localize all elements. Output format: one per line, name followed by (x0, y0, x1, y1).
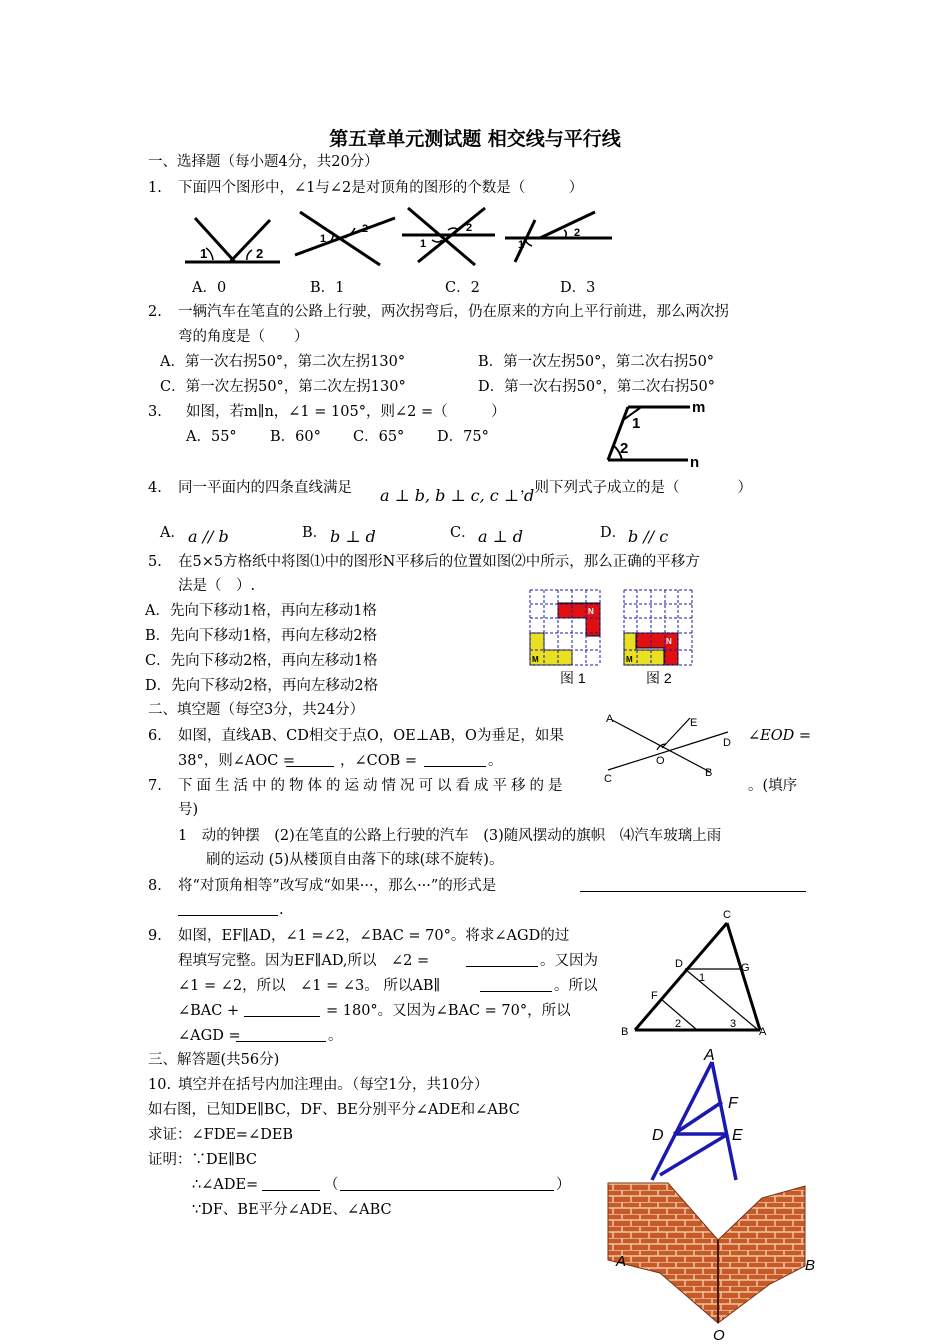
q5-number: 5. (148, 554, 162, 570)
q9-blank-4[interactable] (236, 1026, 326, 1042)
q10-figure (640, 1040, 760, 1180)
q10-proof-1: 证明：∵DE∥BC (148, 1152, 257, 1168)
q10-given: 如右图，已知DE∥BC，DF、BE分别平分∠ADE和∠ABC (148, 1102, 520, 1118)
q10-proof-2: ∴∠ADE= (192, 1177, 259, 1193)
q10-label-d: D (652, 1127, 664, 1144)
q4-formula: a ⊥ b, b ⊥ c, c ⊥ d (380, 486, 535, 505)
q10-blank-reason[interactable] (340, 1175, 554, 1191)
q9-line4-end: = 180°。又因为∠BAC = 70°，所以 (326, 1003, 571, 1019)
q9-line2: 程填写完整。因为EF∥AD,所以 ∠2 = (178, 953, 430, 969)
q3-option-c: C．65° (353, 429, 405, 445)
q3-label-1: 1 (632, 415, 641, 432)
q9-line5-end: 。 (328, 1028, 343, 1044)
q10-label-e: E (732, 1127, 743, 1144)
q1-label-1: 1 (320, 233, 327, 245)
page-title: 第五章单元测试题 相交线与平行线 (329, 128, 621, 150)
q5-fig2-n: N (666, 637, 672, 646)
q5-fig1-caption: 图 1 (560, 670, 586, 686)
q9-line5: ∠AGD = (178, 1028, 241, 1044)
q10-blank-1[interactable] (262, 1175, 320, 1191)
q5-figures (528, 588, 728, 688)
q5-option-c: C．先向下移动2格，再向左移动1格 (145, 653, 378, 669)
q6-label-b: B (705, 767, 713, 779)
q6-blank-cob[interactable] (424, 751, 486, 767)
q8-text: 将“对顶角相等”改写成“如果···，那么···”的形式是 (178, 878, 497, 894)
q1-label-1: 1 (420, 238, 427, 250)
q10-label-a: A (704, 1047, 715, 1064)
q6-figure (600, 710, 740, 785)
q5-fig2-caption: 图 2 (646, 670, 672, 686)
q4-option-b-letter: B． (302, 525, 328, 541)
q7-number: 7. (148, 778, 162, 794)
q3-option-d: D．75° (437, 429, 489, 445)
q6-label-e: E (690, 717, 698, 729)
q9-line4: ∠BAC + (178, 1003, 240, 1019)
q4-option-d-expr: b // c (628, 527, 669, 546)
q9-label-3: 3 (730, 1018, 737, 1030)
q4-number: 4. (148, 480, 162, 496)
q1-figures (180, 200, 620, 270)
q8-end: . (279, 902, 284, 918)
q5-fig2-m: M (626, 655, 633, 664)
q6-label-c: C (604, 773, 612, 785)
q2-line1: 一辆汽车在笔直的公路上行驶，两次拐弯后，仍在原来的方向上平行前进，那么两次拐 (178, 304, 729, 320)
q7-sub2: 刷的运动 (5)从楼顶自由落下的球(球不旋转)。 (206, 852, 504, 868)
q9-line2-end: 。又因为 (540, 953, 598, 969)
wall-label-o: O (713, 1327, 725, 1344)
q10-proof-3: ∵DF、BE平分∠ADE、∠ABC (192, 1202, 392, 1218)
q3-label-2: 2 (620, 440, 629, 457)
q6-end: 。 (488, 753, 503, 769)
brick-wall-figure (600, 1178, 830, 1344)
q3-text: 如图，若m∥n，∠1 = 105°，则∠2 =（ ） (186, 404, 506, 420)
q2-option-b: B．第一次左拐50°，第二次右拐50° (478, 354, 715, 370)
q3-figure (600, 395, 710, 470)
q6-text1: 如图，直线AB、CD相交于点O，OE⊥AB，O为垂足，如果 (178, 728, 564, 744)
q1-option-c: C．2 (445, 280, 480, 296)
q10-number: 10. (148, 1077, 172, 1093)
q7-sub1: 1 动的钟摆 (2)在笔直的公路上行驶的汽车 (3)随风摆动的旗帜 ⑷汽车玻璃上雨 (178, 828, 722, 844)
q4-option-d-letter: D． (600, 525, 627, 541)
q9-label-g: G (741, 962, 750, 974)
q9-label-b: B (621, 1026, 629, 1038)
q2-option-d: D．第一次右拐50°，第二次右拐50° (478, 379, 716, 395)
q6-text2: 38°，则∠AOC = (178, 753, 296, 769)
q6-text3: ，∠COB = (340, 753, 418, 769)
q1-label-1: 1 (518, 239, 525, 251)
q9-line1: 如图，EF∥AD，∠1 =∠2，∠BAC = 70°。将求∠AGD的过 (178, 928, 570, 944)
q9-figure (615, 905, 775, 1040)
q3-option-a: A．55° (186, 429, 237, 445)
q1-option-d: D．3 (560, 280, 596, 296)
q1-option-b: B．1 (310, 280, 345, 296)
q9-label-2: 2 (675, 1018, 682, 1030)
q9-line3: ∠1 = ∠2，所以 ∠1 = ∠3。 所以AB∥ (178, 978, 441, 994)
q9-label-c: C (723, 909, 731, 921)
q7-tail2: 号) (178, 802, 199, 818)
q1-label-2: 2 (466, 222, 473, 234)
section-heading-2: 二、填空题（每空3分，共24分） (148, 702, 365, 718)
q1-label-2: 2 (256, 246, 264, 261)
q4-text: 同一平面内的四条直线满足 (178, 480, 352, 496)
q9-label-a: A (759, 1026, 767, 1038)
wall-label-b: B (805, 1257, 816, 1274)
q10-prove: 求证：∠FDE=∠DEB (148, 1127, 294, 1143)
q10-text: 填空并在括号内加注理由。（每空1分，共10分） (178, 1077, 489, 1093)
q1-text: 下面四个图形中，∠1与∠2是对顶角的图形的个数是（ ） (178, 180, 584, 196)
q4-option-c-letter: C． (450, 525, 476, 541)
q1-label-2: 2 (574, 227, 581, 239)
q3-option-b: B．60° (270, 429, 321, 445)
q4-option-a-letter: A． (160, 525, 185, 541)
q9-blank-3[interactable] (244, 1001, 320, 1017)
q1-option-a: A．0 (192, 280, 227, 296)
q9-blank-1[interactable] (466, 951, 538, 967)
q3-label-n: n (690, 454, 700, 471)
section-heading-3: 三、解答题(共56分) (148, 1052, 280, 1068)
section-heading-1: 一、选择题（每小题4分，共20分） (148, 154, 379, 170)
q4-option-b-expr: b ⊥ d (330, 527, 376, 546)
q1-number: 1. (148, 180, 162, 196)
q4-option-c-expr: a ⊥ d (478, 527, 523, 546)
q5-line1: 在5×5方格纸中将图⑴中的图形N平移后的位置如图⑵中所示，那么正确的平移方 (178, 554, 700, 570)
q5-option-d: D．先向下移动2格，再向左移动2格 (145, 678, 379, 694)
q7-tail: 。(填序 (748, 778, 798, 794)
q2-option-c: C．第一次左拐50°，第二次左拐130° (160, 379, 406, 395)
q9-number: 9. (148, 928, 162, 944)
q9-label-f: F (651, 990, 658, 1002)
q10-proof-2-open: （ (324, 1177, 339, 1193)
q3-label-m: m (692, 399, 706, 416)
q5-fig1-m: M (532, 655, 539, 664)
q8-blank-2[interactable] (178, 900, 278, 916)
q9-blank-2[interactable] (480, 976, 552, 992)
q4-tail: ，则下列式子成立的是（ ） (520, 480, 752, 496)
q1-label-2: 2 (362, 223, 369, 235)
q8-blank-1[interactable] (580, 876, 806, 892)
q8-number: 8. (148, 878, 162, 894)
q1-label-1: 1 (200, 246, 208, 261)
q5-line2: 法是（ ）. (178, 578, 256, 594)
q2-option-a: A．第一次右拐50°，第二次左拐130° (160, 354, 406, 370)
q5-fig1-n: N (588, 607, 594, 616)
q6-text-right: ∠EOD = (748, 728, 812, 744)
q6-number: 6. (148, 728, 162, 744)
q6-label-d: D (723, 737, 731, 749)
q4-option-a-expr: a // b (188, 527, 229, 546)
q2-number: 2. (148, 304, 162, 320)
q5-option-b: B．先向下移动1格，再向左移动2格 (145, 628, 378, 644)
q3-number: 3. (148, 404, 162, 420)
q6-label-o: O (656, 755, 665, 767)
q9-line3-end: 。所以 (554, 978, 598, 994)
q9-label-d: D (675, 958, 683, 970)
q10-label-f: F (728, 1095, 738, 1112)
q6-blank-aoc[interactable] (286, 751, 334, 767)
q10-proof-2-close: ） (556, 1177, 571, 1193)
q2-line2: 弯的角度是（ ） (178, 329, 309, 345)
wall-label-a: A (616, 1253, 627, 1270)
q5-option-a: A．先向下移动1格，再向左移动1格 (145, 603, 377, 619)
q6-label-a: A (606, 713, 614, 725)
q7-text: 下面生活中的物体的运动情况可以看成平移的是 (178, 778, 567, 794)
q9-label-1: 1 (699, 972, 706, 984)
